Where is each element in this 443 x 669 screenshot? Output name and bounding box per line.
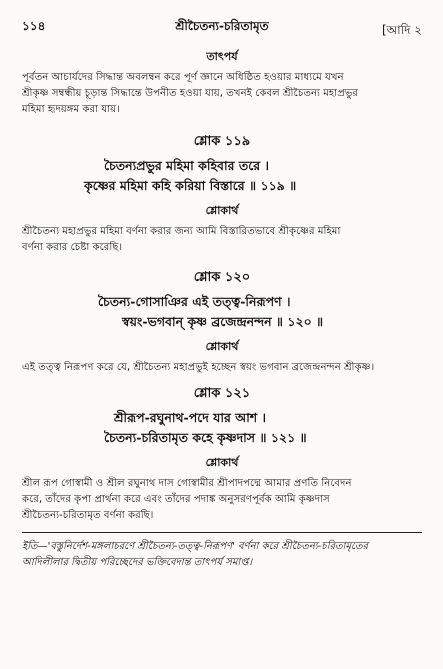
purport-heading: তাৎপর্য <box>206 50 238 63</box>
verse-120-line-1: চৈতন্য-গোসাঞির এই তত্ত্ব-নিরূপণ । <box>98 294 291 309</box>
verse-121-translation-line: করে, তাঁদের কৃপা প্রার্থনা করে এবং তাঁদের পদাঙ্ক অনুসরণপূর্বক আমি কৃষ্ণদাস <box>22 494 330 505</box>
verse-120-label: শ্লোক ১২০ <box>193 270 251 285</box>
verse-120-line-2: স্বয়ং-ভগবান্ কৃষ্ণ ব্রজেন্দ্রনন্দন ॥ ১২০ ॥ <box>122 314 324 329</box>
book-page <box>22 16 422 656</box>
verse-121-translation-line: শ্রীল রূপ গোস্বামী ও শ্রীল রঘুনাথ দাস গোস্বামীর শ্রীপাদপদ্মে আমার প্রণতি নিবেদন <box>22 478 352 489</box>
running-title: শ্রীচৈতন্য-চরিতামৃত <box>175 19 269 33</box>
verse-121-line-2: চৈতন্য-চরিতামৃত কহে কৃষ্ণদাস ॥ ১২১ ॥ <box>104 430 307 445</box>
purport-line: পূর্বতন আচার্যদের সিদ্ধান্ত অবলম্বন করে পূর্ণ জ্ঞানে অধিষ্ঠিত হওয়ার মাধ্যমে যখন <box>22 72 344 83</box>
verse-119-translation-line: বর্ণনা করার চেষ্টা করেছি। <box>22 242 123 253</box>
purport-line: শ্রীকৃষ্ণ সম্বন্ধীয় চূড়ান্ত সিদ্ধান্তে উপনীত হওয়া যায়, তখনই কেবল শ্রীচৈতন্য মহাপ্রভুর <box>22 88 359 99</box>
purport-line: মহিমা হৃদয়ঙ্গম করা যায়। <box>22 104 120 115</box>
verse-121-label: শ্লোক ১২১ <box>193 386 251 401</box>
verse-119-line-2: কৃষ্ণের মহিমা কহি করিয়া বিস্তারে ॥ ১১৯ ॥ <box>84 178 297 193</box>
verse-120-translation-heading: শ্লোকার্থ <box>205 340 239 353</box>
page-number: ১১৪ <box>22 19 46 33</box>
running-header <box>22 16 422 38</box>
verse-119-line-1: চৈতন্যপ্রভুর মহিমা কহিবার তরে । <box>104 158 269 173</box>
chapter-end-line: ইতি—'বস্তুনির্দেশ-মঙ্গলাচরণে শ্রীচৈতন্য-তত্ত্ব-নিরূপণ' বর্ণনা করে শ্রীচৈতন্য-চরিতামৃতের <box>22 541 369 552</box>
verse-119-translation-heading: শ্লোকার্থ <box>205 204 239 217</box>
section-marker: [আদি ২ <box>381 23 422 37</box>
verse-119-translation-line: শ্রীচৈতন্য মহাপ্রভুর মহিমা বর্ণনা করার জন্য আমি বিস্তারিতভাবে শ্রীকৃষ্ণের মহিমা <box>22 226 341 237</box>
verse-121-translation-line: শ্রীচৈতন্য-চরিতামৃত বর্ণনা করছি। <box>22 510 154 521</box>
verse-121-translation-heading: শ্লোকার্থ <box>205 456 239 469</box>
chapter-end-line: আদিলীলার দ্বিতীয় পরিচ্ছেদের ভক্তিবেদান্ত তাৎপর্য সমাপ্ত। <box>22 557 253 568</box>
verse-119-label: শ্লোক ১১৯ <box>193 134 251 149</box>
verse-120-translation-line: এই তত্ত্ব নিরূপণ করে যে, শ্রীচৈতন্য মহাপ্রভুই হচ্ছেন স্বয়ং ভগবান ব্রজেন্দ্রনন্দন শ্রীকৃষ্ণ। <box>22 362 375 373</box>
verse-121-line-1: শ্রীরূপ-রঘুনাথ-পদে যার আশ । <box>114 410 267 425</box>
